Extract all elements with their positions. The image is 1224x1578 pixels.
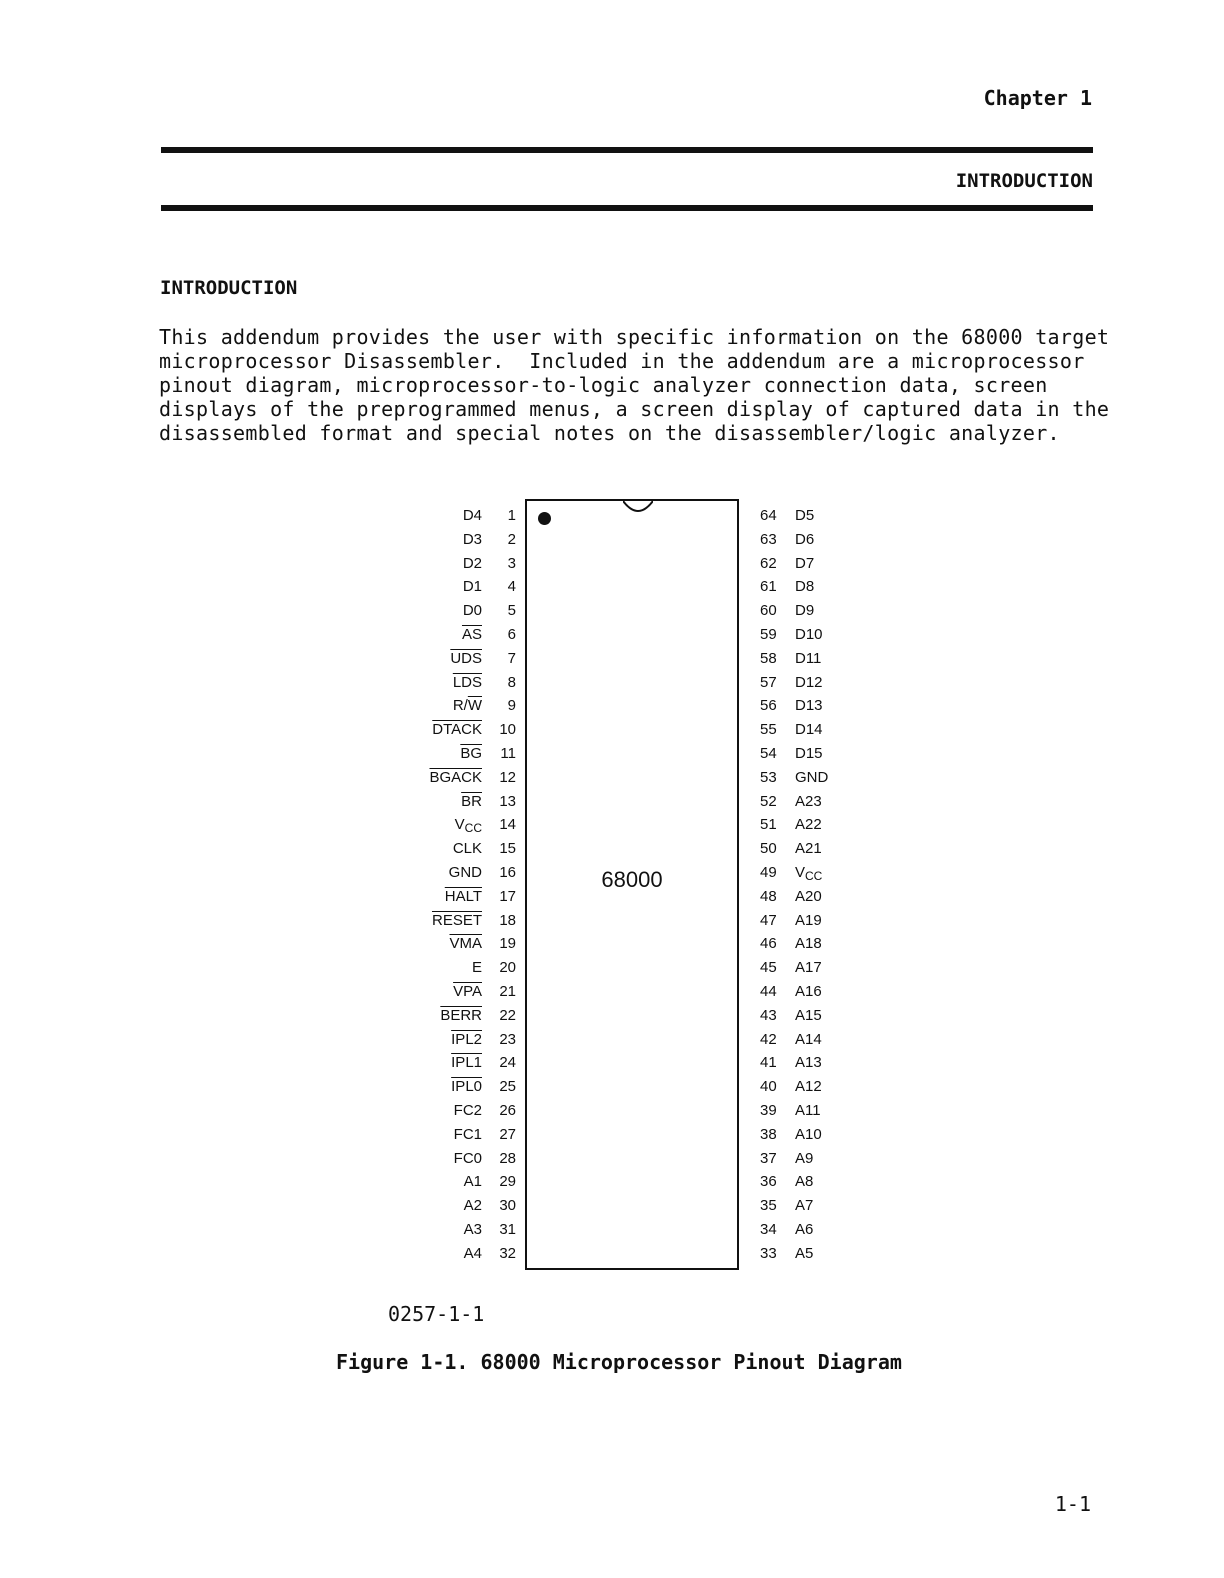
pin-name-right-62: D7	[795, 554, 815, 572]
pin-number-left-6: 6	[507, 626, 516, 643]
pin-name-left-22: BERR	[440, 1006, 482, 1024]
pin-name-left-13: $\overline{BR}$	[461, 792, 482, 810]
pin-name-left-24: IPL1	[451, 1054, 482, 1072]
pin-name-right-57: D12	[795, 673, 823, 691]
pin-name-left-17: HALT	[444, 887, 482, 905]
pin-number-left-17: 17	[499, 887, 516, 905]
pin-number-left-1: 1	[507, 507, 516, 524]
pin-number-left-11: 11	[500, 745, 516, 762]
paragraph-line: pinout diagram, microprocessor-to-logic analyzer connection data, screen	[159, 373, 1048, 397]
pin-name-left-26: FC2	[453, 1102, 482, 1119]
pin-number-right-40: 40	[760, 1078, 777, 1096]
pin-name-left-6: $\overline{AS}$	[461, 626, 482, 643]
pin-number-left-27: 27	[499, 1125, 516, 1143]
pin-number-left-23: 23	[499, 1030, 516, 1048]
pin-number-left-30: 30	[499, 1197, 516, 1215]
pin-number-left-14: 14	[499, 816, 516, 834]
pin-name-right-58: D11	[795, 649, 822, 667]
pin-number-right-61: 61	[760, 578, 777, 596]
pin1-marker-icon	[538, 512, 551, 525]
pin-name-left-18: RESET	[431, 911, 482, 929]
pin-number-left-8: 8	[507, 673, 516, 691]
pin-number-left-7: 7	[507, 649, 516, 667]
pin-number-right-58: 58	[760, 649, 777, 667]
pin-name-left-12: BGACK	[429, 768, 482, 786]
pin-name-right-40: A12	[795, 1078, 822, 1096]
pin-name-right-64: D5	[795, 507, 815, 524]
pin-name-right-41: A13	[795, 1054, 822, 1072]
pin-name-left-23: IPL2	[451, 1030, 482, 1048]
pin-name-left-11: $\overline{BG}$	[460, 745, 482, 762]
pin-name-right-37: A9	[795, 1149, 814, 1167]
paragraph-line: disassembled format and special notes on the disassembler/logic analyzer.	[159, 421, 1060, 445]
pin-name-right-43: A15	[795, 1006, 822, 1024]
pin-name-right-61: D8	[795, 578, 815, 596]
pin-number-left-31: 31	[499, 1221, 516, 1238]
pin-name-right-45: A17	[795, 959, 822, 977]
pin-name-left-8: $\overline{LDS}$	[452, 673, 482, 691]
pin-number-left-25: 25	[499, 1078, 516, 1096]
pin-name-left-25: IPL0	[451, 1078, 482, 1096]
pin-name-right-38: A10	[795, 1125, 822, 1143]
pin-name-left-1: D4	[462, 507, 482, 524]
pin-number-right-46: 46	[760, 935, 777, 953]
pin-name-left-28: FC0	[453, 1149, 482, 1167]
pin-number-right-38: 38	[760, 1125, 777, 1143]
chip-label: 68000	[601, 867, 663, 892]
pin-name-right-46: A18	[795, 935, 822, 953]
pin-number-right-62: 62	[760, 554, 777, 572]
paragraph-line: displays of the preprogrammed menus, a screen display of captured data in the	[159, 397, 1110, 421]
pin-name-right-35: A7	[795, 1197, 814, 1215]
pin-number-right-50: 50	[760, 840, 777, 858]
pin-name-left-9: $R/\overline{W}$	[452, 697, 482, 715]
pin-name-left-14: $V_{CC}$	[454, 816, 482, 836]
pin-number-left-9: 9	[507, 697, 516, 715]
pin-number-right-47: 47	[760, 911, 777, 929]
pin-name-left-31: A3	[463, 1221, 482, 1238]
pin-number-left-21: 21	[499, 983, 516, 1000]
pin-number-right-45: 45	[760, 959, 777, 977]
pin-name-left-4: D1	[462, 578, 482, 596]
pin-name-right-39: A11	[795, 1102, 821, 1119]
pin-name-right-36: A8	[795, 1173, 814, 1191]
pin-number-right-34: 34	[760, 1221, 777, 1238]
pin-name-left-10: DTACK	[432, 721, 482, 739]
pin-number-left-26: 26	[499, 1102, 516, 1119]
pin-name-left-32: A4	[463, 1244, 482, 1262]
paragraph-line: microprocessor Disassembler. Included in the addendum are a microprocessor	[159, 349, 1085, 373]
pin-number-right-42: 42	[760, 1030, 777, 1048]
figure-id: 0257-1-1	[388, 1302, 485, 1326]
pin-number-right-36: 36	[760, 1173, 777, 1191]
pin-number-right-44: 44	[760, 983, 777, 1000]
pin-name-left-3: D2	[462, 554, 482, 572]
chip-notch-icon	[623, 499, 653, 513]
page-number: 1-1	[1054, 1492, 1091, 1516]
pin-name-left-5: D0	[462, 602, 482, 620]
pin-name-left-15: CLK	[452, 840, 482, 858]
top-rule	[161, 147, 1093, 153]
pin-number-right-35: 35	[760, 1197, 777, 1215]
pin-number-left-22: 22	[499, 1006, 516, 1024]
pin-number-left-5: 5	[507, 602, 516, 620]
pin-name-left-20: E	[471, 959, 482, 977]
paragraph-line: This addendum provides the user with specific information on the 68000 target	[159, 325, 1110, 349]
pin-name-left-7: $\overline{UDS}$	[450, 649, 482, 667]
pin-name-right-49: $V_{CC}$	[795, 864, 823, 883]
bottom-rule	[161, 205, 1093, 211]
pin-number-left-28: 28	[499, 1149, 516, 1167]
pin-name-left-27: FC1	[453, 1125, 482, 1143]
pin-number-right-56: 56	[760, 697, 777, 715]
pin-number-right-39: 39	[760, 1102, 777, 1119]
pin-name-right-56: D13	[795, 697, 823, 715]
pin-name-right-63: D6	[795, 530, 815, 548]
pin-number-right-48: 48	[760, 887, 777, 905]
pin-number-left-19: 19	[499, 935, 516, 953]
intro-paragraph	[159, 325, 1110, 445]
pin-name-right-47: A19	[795, 911, 822, 929]
figure-caption: Figure 1-1. 68000 Microprocessor Pinout Diagram	[336, 1350, 902, 1374]
pin-number-right-51: 51	[760, 816, 777, 834]
pin-number-left-15: 15	[499, 840, 516, 858]
pin-name-right-59: D10	[795, 626, 823, 643]
pin-number-right-63: 63	[760, 530, 777, 548]
pin-number-left-20: 20	[499, 959, 516, 977]
pin-number-right-52: 52	[760, 792, 777, 810]
pin-number-right-57: 57	[760, 673, 777, 691]
pin-name-right-50: A21	[795, 840, 822, 858]
chip-body	[525, 499, 739, 1270]
pin-name-right-55: D14	[795, 721, 823, 739]
pin-name-right-48: A20	[795, 887, 822, 905]
pin-number-left-32: 32	[499, 1244, 516, 1262]
pin-name-right-53: GND	[795, 768, 829, 786]
pin-number-right-55: 55	[760, 721, 777, 739]
pin-number-right-53: 53	[760, 768, 777, 786]
pin-number-left-4: 4	[507, 578, 516, 596]
pin-number-left-24: 24	[499, 1054, 516, 1072]
pin-name-right-42: A14	[795, 1030, 822, 1048]
pin-name-right-54: D15	[795, 745, 823, 762]
pin-number-left-12: 12	[499, 768, 516, 786]
pin-name-right-44: A16	[795, 983, 822, 1000]
pin-name-left-19: $\overline{VMA}$	[449, 935, 482, 953]
pin-number-left-16: 16	[499, 864, 516, 881]
pin-number-right-41: 41	[760, 1054, 777, 1072]
pin-number-left-3: 3	[507, 554, 516, 572]
pin-number-right-33: 33	[760, 1244, 777, 1262]
pin-name-right-60: D9	[795, 602, 815, 620]
pin-number-right-64: 64	[760, 507, 777, 524]
pin-number-left-2: 2	[507, 530, 516, 548]
pin-number-right-49: 49	[760, 864, 777, 881]
pin-number-left-10: 10	[499, 721, 516, 739]
pin-name-left-21: $\overline{VPA}$	[453, 983, 482, 1000]
section-heading: INTRODUCTION	[160, 277, 298, 299]
pin-number-left-18: 18	[499, 911, 516, 929]
pin-number-right-37: 37	[760, 1149, 777, 1167]
pin-number-left-29: 29	[499, 1173, 516, 1191]
pin-number-right-59: 59	[760, 626, 777, 643]
section-header: INTRODUCTION	[955, 170, 1093, 192]
pin-name-left-16: GND	[448, 864, 482, 881]
pin-name-right-34: A6	[795, 1221, 814, 1238]
pin-name-right-52: A23	[795, 792, 822, 810]
pin-name-left-30: A2	[463, 1197, 482, 1215]
pin-name-left-29: A1	[463, 1173, 482, 1191]
pin-name-right-33: A5	[795, 1244, 814, 1262]
pin-number-right-60: 60	[760, 602, 777, 620]
pin-number-right-43: 43	[760, 1006, 777, 1024]
pin-number-left-13: 13	[499, 792, 516, 810]
pin-name-right-51: A22	[795, 816, 822, 834]
pin-number-right-54: 54	[760, 745, 777, 762]
chapter-label: Chapter 1	[983, 86, 1092, 110]
pin-name-left-2: D3	[462, 530, 482, 548]
